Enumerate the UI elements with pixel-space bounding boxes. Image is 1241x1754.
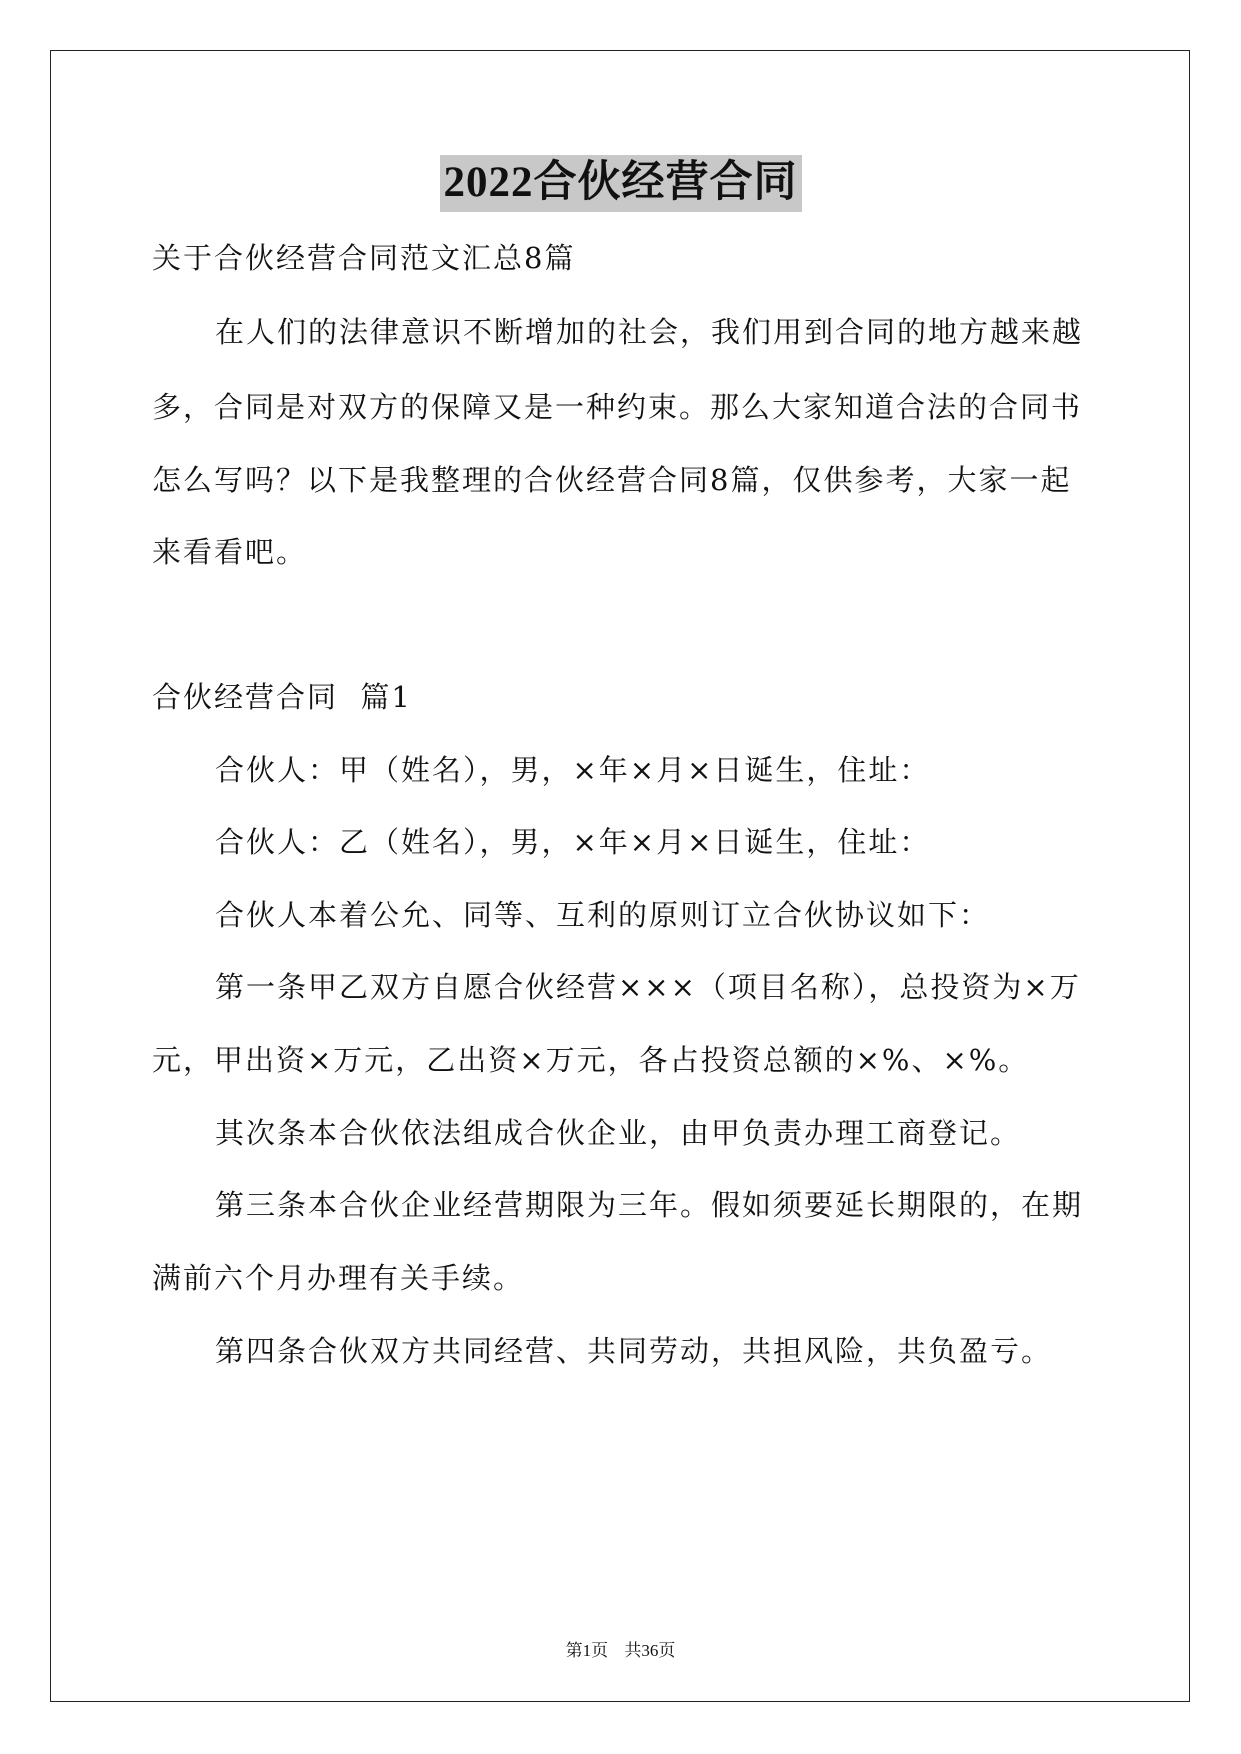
page-number: 第1页 (565, 1641, 609, 1660)
body-line: 第四条合伙双方共同经营、共同劳动，共担风险，共负盈亏。 (215, 1334, 1053, 1368)
body-line: 合伙人：甲（姓名），男，×年×月×日诞生，住址： (215, 753, 931, 787)
intro-line: 怎么写吗？以下是我整理的合伙经营合同8篇，仅供参考，大家一起 (152, 463, 1072, 497)
document-title (0, 155, 1241, 212)
intro-line: 多，合同是对双方的保障又是一种约束。那么大家知道合法的合同书 (152, 390, 1083, 424)
document-subtitle: 关于合伙经营合同范文汇总8篇 (152, 241, 576, 275)
page-total: 共36页 (624, 1641, 676, 1660)
body-line: 其次条本合伙依法组成合伙企业，由甲负责办理工商登记。 (215, 1116, 1022, 1150)
intro-line: 在人们的法律意识不断增加的社会，我们用到合同的地方越来越 (215, 315, 1084, 349)
body-line: 元，甲出资×万元，乙出资×万元，各占投资总额的×%、×%。 (152, 1043, 1030, 1077)
body-line: 合伙人本着公允、同等、互利的原则订立合伙协议如下： (215, 898, 991, 932)
body-line: 合伙人：乙（姓名），男，×年×月×日诞生，住址： (215, 825, 931, 859)
page-footer (0, 1636, 1241, 1661)
body-line: 第一条甲乙双方自愿合伙经营×××（项目名称），总投资为×万 (215, 970, 1081, 1004)
document-title-text: 2022合伙经营合同 (440, 155, 802, 212)
section-heading: 合伙经营合同 篇1 (152, 680, 412, 714)
page-border (50, 50, 1190, 1702)
intro-line: 来看看吧。 (152, 535, 308, 569)
body-line: 满前六个月办理有关手续。 (152, 1261, 525, 1295)
body-line: 第三条本合伙企业经营期限为三年。假如须要延长期限的，在期 (215, 1188, 1084, 1222)
